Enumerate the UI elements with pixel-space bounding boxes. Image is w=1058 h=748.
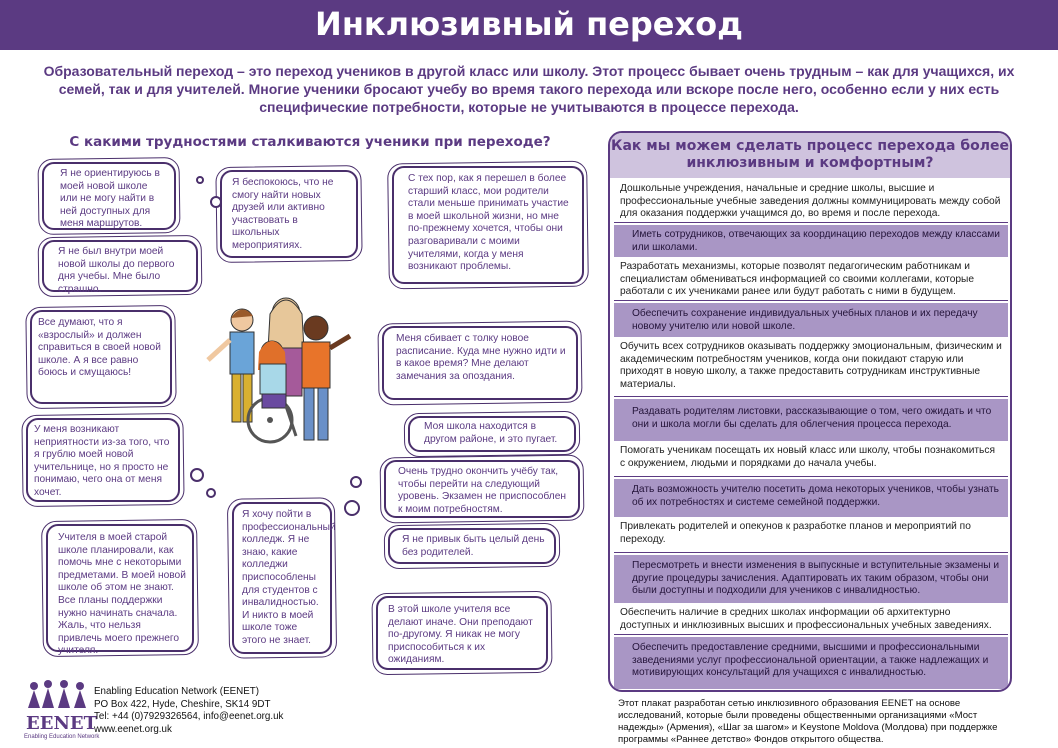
recommendation-item: Пересмотреть и внести изменения в выпускные и вступительные экзамены и другие процедуры зачисления. Адаптировать их таким образом, чтобы они были доступны и подходили для учеников с инвалидностью. — [614, 555, 1008, 603]
recommendation-item: Иметь сотрудников, отвечающих за координацию переходов между классами или школами. — [614, 225, 1008, 257]
quote-bubble — [376, 596, 548, 670]
poster-title: Инклюзивный переход — [0, 0, 1058, 50]
quote-bubble — [384, 460, 580, 518]
thought-dot — [344, 500, 360, 516]
quote-bubble — [46, 524, 194, 657]
left-section-heading: С какими трудностями сталкиваются ученики при переходе? — [69, 134, 551, 150]
quote-text: У меня возникают неприятности из-за того, что я грублю моей новой учительнице, но я просто не понимаю, чего она от меня хочет. — [34, 424, 170, 498]
quote-bubble — [408, 416, 576, 452]
credit-text: Этот плакат разработан сетью инклюзивного образования EENET на основе исследований, которые были проведены общественными организациями «Мост надежды» (Армения), «Шаг за шагом» и Keystone Moldova (Молдова) при поддержке программы «Раннее детство» Фондов открытого общества. — [618, 698, 998, 745]
org-name: Enabling Education Network (EENET) — [94, 686, 259, 697]
quote-text: Я не был внутри моей новой школы до первого дня учебы. Мне было страшно. — [58, 246, 175, 295]
children-illustration — [200, 290, 360, 450]
thought-dot — [206, 488, 216, 498]
org-phone-email: Tel: +44 (0)7929326564, info@eenet.org.uk — [94, 711, 284, 722]
quote-bubble — [26, 418, 180, 502]
recommendation-item: Раздавать родителям листовки, рассказывающие о том, чего ожидать и что они и школа могли бы сделать для облегчения процесса перехода. — [614, 399, 1008, 441]
quote-text: Я не привык быть целый день без родителей. — [402, 534, 545, 558]
quote-text: Моя школа находится в другом районе, и это пугает. — [424, 421, 558, 445]
thought-dot — [350, 476, 362, 488]
quote-bubble — [388, 528, 556, 564]
intro-text: Образовательный переход – это переход учеников в другой класс или школу. Этот процесс бывает очень трудным – как для учащихся, их семей, так и для учителей. Многие ученики бросают учебу во время такого перехода или вскоре после него, особенно если у них есть специфические потребности, которые не учитываются в процессе перехода. — [43, 63, 1015, 115]
recommendation-item: Разработать механизмы, которые позволят педагогическим работникам и специалистам обмениваться информацией со своими коллегами, которые работали с их учениками ранее или будут работать с ними в будущем. — [614, 259, 1008, 301]
thought-dot — [196, 176, 204, 184]
quote-text: С тех пор, как я перешел в более старший класс, мои родители стали меньше принимать участие в моей школьной жизни, но мне по-прежнему хочется, чтобы они разговаривали с моими учителями, когда у меня возникают проблемы. — [408, 173, 569, 273]
quote-text: Очень трудно окончить учёбу так, чтобы перейти на следующий уровень. Экзамен не приспособлен к моим потребностям. — [398, 466, 566, 515]
eenet-logo-text: EENET — [26, 713, 98, 734]
org-website-link[interactable]: www.eenet.org.uk — [94, 723, 172, 735]
recommendations-panel — [608, 131, 1012, 692]
recommendation-item: Привлекать родителей и опекунов к разработке планов и мероприятий по переходу. — [614, 519, 1008, 553]
quote-text: Все думают, что я «взрослый» и должен справиться в своей новой школе. А я все равно боюсь и смущаюсь! — [38, 317, 161, 379]
recommendation-item: Обеспечить наличие в средних школах информации об архитектурно доступных и инклюзивных высших и профессиональных учебных заведениях. — [614, 605, 1008, 635]
quote-text: Меня сбивает с толку новое расписание. Куда мне нужно идти и в какое время? Мне делают замечания за опоздания. — [396, 333, 566, 382]
quote-bubble — [30, 310, 172, 404]
org-address: PO Box 422, Hyde, Cheshire, SK14 9DT — [94, 698, 271, 710]
quote-bubble — [42, 162, 176, 230]
thought-dot — [190, 468, 204, 482]
quote-bubble — [42, 240, 198, 295]
recommendation-item: Обучить всех сотрудников оказывать поддержку эмоциональным, физическим и академическим потребностям учеников, когда они покидают старую или приходят в новую школу, а также предоставить сотрудникам инструктивные материалы. — [614, 339, 1008, 397]
quote-text: Учителя в моей старой школе планировали, как помочь мне с некоторыми предметами. В моей новой школе об этом не знают. Все планы поддержки нужно начинать сначала. Жаль, что нельзя привлечь моего прежнего учителя. — [58, 532, 186, 657]
quote-text: Я не ориентируюсь в моей новой школе или не могу найти в ней доступных для меня маршрутов. — [60, 168, 160, 230]
thought-dot — [210, 196, 222, 208]
eenet-logo-subtitle: Enabling Education Network — [24, 734, 100, 740]
recommendation-item: Дать возможность учителю посетить дома некоторых учеников, чтобы узнать об их потребностях и системе семейной поддержки. — [614, 479, 1008, 517]
quote-bubble — [220, 170, 358, 258]
eenet-logo-figures — [26, 678, 88, 712]
recommendations-heading: Как мы можем сделать процесс перехода более инклюзивным и комфортным? — [610, 133, 1010, 178]
quote-text: В этой школе учителя все делают иначе. Они преподают по-другому. Я никак не могу приспособиться к их ожиданиям. — [388, 604, 533, 666]
recommendation-item: Обеспечить предоставление средними, высшими и профессиональными заведениями услуг профессиональной ориентации, а также надлежащих и мотивирующих консультаций для учащихся с инвалидностью. — [614, 637, 1008, 689]
recommendation-item: Дошкольные учреждения, начальные и средние школы, высшие и профессиональные учебные заведения должны коммуницировать между собой для оказания поддержки учащимся до, во время и после перехода. — [614, 181, 1008, 223]
recommendation-item: Помогать ученикам посещать их новый класс или школу, чтобы познакомиться с окружением, людьми и порядками до начала учебы. — [614, 443, 1008, 477]
contact-block — [94, 686, 283, 736]
quote-bubble — [232, 502, 336, 654]
quote-bubble — [392, 166, 584, 284]
recommendation-item: Обеспечить сохранение индивидуальных учебных планов и их передачу новому учителю или новой школе. — [614, 303, 1008, 337]
quote-text: Я хочу пойти в профессиональный колледж. Я не знаю, какие колледжи приспособлены для студентов с инвалидностью. И никто в моей школе тоже этого не знает. — [242, 509, 336, 646]
quote-text: Я беспокоюсь, что не смогу найти новых друзей или активно участвовать в школьных мероприятиях. — [232, 177, 334, 251]
quote-bubble — [382, 326, 578, 400]
